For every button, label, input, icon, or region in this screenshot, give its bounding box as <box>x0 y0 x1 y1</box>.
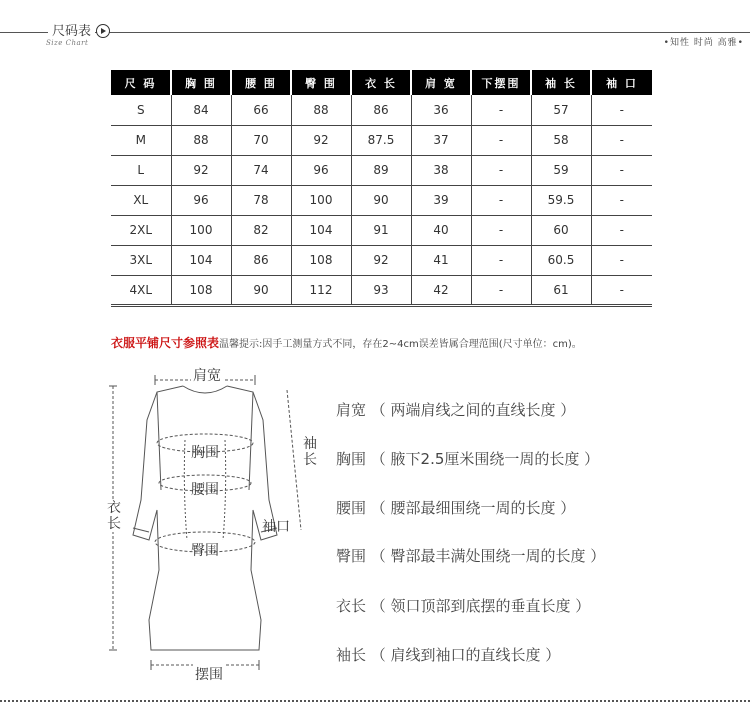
table-cell: 58 <box>531 125 591 155</box>
table-cell: 61 <box>531 275 591 305</box>
table-cell: 104 <box>291 215 351 245</box>
diagram-label-hem: 摆围 <box>193 664 225 684</box>
col-header: 下摆围 <box>471 70 531 95</box>
table-cell: 92 <box>291 125 351 155</box>
table-cell: 84 <box>171 95 231 125</box>
table-cell: S <box>111 95 171 125</box>
table-cell: 82 <box>231 215 291 245</box>
table-cell: 3XL <box>111 245 171 275</box>
arrow-right-icon <box>96 24 110 38</box>
diagram-label-hip: 臀围 <box>191 543 219 559</box>
table-cell: - <box>471 155 531 185</box>
table-cell: - <box>471 275 531 305</box>
explanation-waist: 腰围 （ 腰部最细围绕一周的长度 ） <box>336 499 576 517</box>
table-cell: 57 <box>531 95 591 125</box>
table-cell: 60 <box>531 215 591 245</box>
table-row <box>111 155 652 185</box>
table-cell: 88 <box>171 125 231 155</box>
table-cell: - <box>591 155 652 185</box>
table-cell: - <box>471 185 531 215</box>
diagram-label-waist: 腰围 <box>191 482 219 498</box>
brand-tagline: •知性 时尚 高雅• <box>663 38 744 48</box>
diagram-label-length: 衣长 <box>107 500 121 532</box>
table-row <box>111 185 652 215</box>
col-header: 衣 长 <box>351 70 411 95</box>
table-cell: - <box>471 245 531 275</box>
table-cell: 41 <box>411 245 471 275</box>
table-cell: 87.5 <box>351 125 411 155</box>
explanation-length: 衣长 （ 领口顶部到底摆的垂直长度 ） <box>336 597 591 615</box>
table-cell: 96 <box>171 185 231 215</box>
diagram-label-shoulder: 肩宽 <box>191 365 223 385</box>
table-cell: 60.5 <box>531 245 591 275</box>
table-row <box>111 215 652 245</box>
col-header: 臀 围 <box>291 70 351 95</box>
explanation-chest: 胸围 （ 腋下2.5厘米围绕一周的长度 ） <box>336 450 600 468</box>
table-cell: 90 <box>351 185 411 215</box>
table-cell: 92 <box>351 245 411 275</box>
table-cell: 112 <box>291 275 351 305</box>
table-cell: 59 <box>531 155 591 185</box>
table-cell: 59.5 <box>531 185 591 215</box>
table-cell: XL <box>111 185 171 215</box>
table-cell: 39 <box>411 185 471 215</box>
table-cell: L <box>111 155 171 185</box>
table-cell: 88 <box>291 95 351 125</box>
table-cell: 108 <box>291 245 351 275</box>
table-cell: 86 <box>231 245 291 275</box>
diagram-label-chest: 胸围 <box>191 445 219 461</box>
measurement-note <box>111 334 582 351</box>
table-cell: 90 <box>231 275 291 305</box>
header-divider <box>0 32 750 33</box>
col-header: 袖 口 <box>591 70 652 95</box>
table-cell: M <box>111 125 171 155</box>
note-heading: 衣服平铺尺寸参照表 <box>111 336 220 350</box>
table-cell: 96 <box>291 155 351 185</box>
table-cell: 74 <box>231 155 291 185</box>
explanation-shoulder: 肩宽 （ 两端肩线之间的直线长度 ） <box>336 401 576 419</box>
explanation-sleeve-length: 袖长 （ 肩线到袖口的直线长度 ） <box>336 646 561 664</box>
table-cell: 42 <box>411 275 471 305</box>
table-cell: - <box>591 245 652 275</box>
table-cell: 86 <box>351 95 411 125</box>
diagram-label-cuff: 袖口 <box>262 519 290 535</box>
table-row <box>111 245 652 275</box>
table-cell: 91 <box>351 215 411 245</box>
table-cell: 2XL <box>111 215 171 245</box>
table-cell: 40 <box>411 215 471 245</box>
table-cell: 104 <box>171 245 231 275</box>
table-cell: 100 <box>171 215 231 245</box>
col-header: 胸 围 <box>171 70 231 95</box>
note-text: 温馨提示:因手工测量方式不同，存在2~4cm误差皆属合理范围(尺寸单位：cm)。 <box>219 339 582 350</box>
table-cell: 4XL <box>111 275 171 305</box>
col-header: 肩 宽 <box>411 70 471 95</box>
table-cell: 100 <box>291 185 351 215</box>
table-row <box>111 275 652 305</box>
col-header: 尺 码 <box>111 70 171 95</box>
table-cell: - <box>591 185 652 215</box>
dress-measurement-diagram <box>105 360 317 683</box>
table-cell: 78 <box>231 185 291 215</box>
table-cell: - <box>471 125 531 155</box>
table-cell: 37 <box>411 125 471 155</box>
table-cell: 66 <box>231 95 291 125</box>
table-cell: 92 <box>171 155 231 185</box>
col-header: 袖 长 <box>531 70 591 95</box>
size-chart-subtitle: Size Chart <box>46 39 89 47</box>
table-row <box>111 125 652 155</box>
table-cell: - <box>591 125 652 155</box>
col-header: 腰 围 <box>231 70 291 95</box>
size-table <box>111 70 652 307</box>
table-cell: - <box>591 275 652 305</box>
table-cell: - <box>471 95 531 125</box>
table-cell: - <box>591 95 652 125</box>
size-chart-title: 尺码表 <box>48 20 95 39</box>
table-cell: 108 <box>171 275 231 305</box>
table-cell: 38 <box>411 155 471 185</box>
table-header-row <box>111 70 652 95</box>
explanation-hip: 臀围 （ 臀部最丰满处围绕一周的长度 ） <box>336 547 606 565</box>
table-cell: - <box>471 215 531 245</box>
table-cell: 70 <box>231 125 291 155</box>
table-cell: 36 <box>411 95 471 125</box>
bottom-divider <box>0 700 750 702</box>
table-row <box>111 95 652 125</box>
table-cell: 93 <box>351 275 411 305</box>
table-cell: 89 <box>351 155 411 185</box>
table-cell: - <box>591 215 652 245</box>
diagram-label-sleeve-length: 袖长 <box>303 436 317 468</box>
